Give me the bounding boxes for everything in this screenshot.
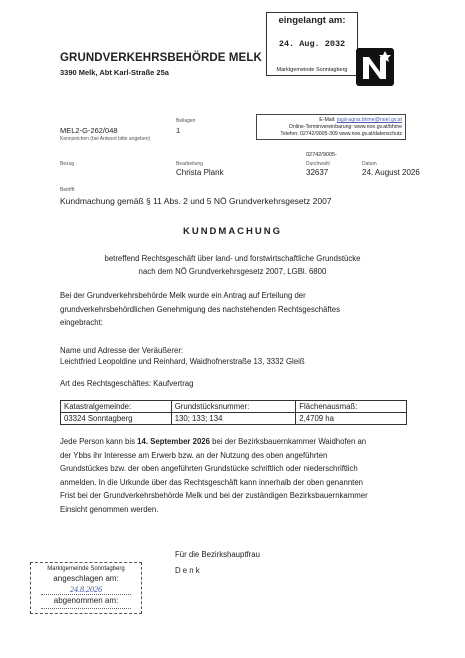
handler-name: Christa Plank	[176, 168, 224, 177]
table-cell: 130; 133; 134	[171, 413, 296, 425]
extension-value: 32637	[306, 168, 329, 177]
subject-label: Betrifft	[60, 187, 75, 193]
noe-logo-icon	[356, 48, 394, 86]
contact-box	[256, 114, 406, 140]
received-stamp	[266, 12, 358, 76]
notice-line-1-start: Jede Person kann bis	[60, 437, 138, 446]
notice-deadline: 14. September 2026	[137, 437, 210, 446]
phone-line: Telefon: 02742/9005-309	[280, 131, 338, 137]
received-stamp-date: 24. Aug. 2032	[278, 39, 346, 49]
posted-date-line	[41, 594, 131, 595]
column-header: Katastralgemeinde:	[61, 401, 172, 413]
seller-text: Leichtfried Leopoldine und Reinhard, Waidhofnerstraße 13, 3332 Gleiß	[60, 357, 305, 366]
column-header: Grundstücksnummer:	[171, 401, 296, 413]
authority-name: GRUNDVERKEHRSBEHÖRDE MELK	[60, 52, 262, 64]
posted-label: angeschlagen am:	[53, 574, 119, 583]
table-row	[61, 413, 407, 425]
posted-stamp-organization: Marktgemeinde Sonntagberg	[47, 566, 125, 572]
notice-line-6: Einsicht genommen werden.	[60, 504, 159, 514]
posted-date: 24.8.2026	[70, 585, 102, 594]
transaction-type: Art des Rechtsgeschäftes: Kaufvertrag	[60, 379, 194, 388]
document-heading: KUNDMACHUNG	[182, 226, 283, 237]
appointment-line: Online-Terminvereinbarung: www.noe.gv.at/bhme	[288, 124, 402, 130]
authority-address: 3390 Melk, Abt Karl-Straße 25a	[60, 68, 169, 77]
application-line-1: Bei der Grundverkehrsbehörde Melk wurde ein Antrag auf Erteilung der	[60, 291, 306, 300]
column-header: Flächenausmaß:	[296, 401, 407, 413]
notice-line-1-end: bei der Bezirksbauernkammer Waidhofen an	[209, 437, 367, 446]
enclosures-label: Beilagen	[176, 118, 196, 124]
signature-name: D e n k	[175, 566, 200, 575]
seller-block	[60, 345, 410, 367]
file-number: MEL2-G-262/048	[60, 126, 118, 135]
received-stamp-organization: Marktgemeinde Sonntagberg	[276, 67, 348, 73]
notice-line-5: Frist bei der Grundverkehrsbehörde Melk und bei der zuständigen Bezirksbauernkammer	[60, 491, 368, 500]
date-label: Datum	[362, 161, 377, 167]
table-header-row	[61, 401, 407, 413]
subject-ref-label: Bezug	[60, 161, 75, 167]
enclosures-value: 1	[176, 126, 181, 135]
signature-for: Für die Bezirkshauptfrau	[175, 550, 260, 559]
notice-line-2: der Ybbs ihr Interesse am Erwerb bzw. an der Nutzung des oben angeführten	[60, 450, 328, 460]
posted-stamp	[30, 562, 142, 614]
application-line-3: eingebracht:	[60, 318, 103, 327]
notice-line-3: Grundstückes bzw. der oben angeführten Grundstücke schriftlich oder niederschriftlich	[60, 464, 358, 473]
application-line-2: grundverkehrsbehördlichen Genehmigung des nachstehenden Rechtsgeschäftes	[60, 304, 341, 314]
removed-label: abgenommen am:	[53, 596, 119, 605]
property-table	[60, 400, 407, 425]
intro-line-1: betreffend Rechtsgeschäft über land- und forstwirtschaftliche Grundstücke	[104, 254, 361, 263]
extension-prefix: 02742/9005-	[306, 152, 337, 158]
file-number-hint: Kennzeichen (bei Antwort bitte angeben)	[60, 136, 151, 142]
seller-label: Name und Adresse der Veräußerer:	[60, 346, 184, 355]
received-stamp-title: eingelangt am:	[278, 15, 346, 26]
subject-text: Kundmachung gemäß § 11 Abs. 2 und 5 NÖ Grundverkehrsgesetz 2007	[60, 196, 332, 206]
removed-date-line	[41, 608, 131, 609]
intro-line-2: nach dem NÖ Grundverkehrsgesetz 2007, LGBl. 6800	[138, 267, 327, 276]
notice-line-4: anmelden. In die Urkunde über das Rechtsgeschäft kann innerhalb der oben genannten	[60, 477, 363, 487]
handler-label: Bearbeitung	[176, 161, 203, 167]
application-paragraph	[60, 289, 410, 330]
notice-line-1	[60, 435, 410, 449]
extension-label: Durchwahl	[306, 161, 330, 167]
table-cell: 2,4709 ha	[296, 413, 407, 425]
table-cell: 03324 Sonntagberg	[61, 413, 172, 425]
email-label: E-Mail:	[319, 117, 336, 123]
notice-paragraph	[60, 435, 410, 516]
email-link[interactable]: jagd-agrar.bhme@noel.gv.at	[336, 117, 402, 123]
document-date: 24. August 2026	[362, 168, 420, 177]
privacy-link[interactable]: www.noe.gv.at/datenschutz	[339, 131, 402, 137]
